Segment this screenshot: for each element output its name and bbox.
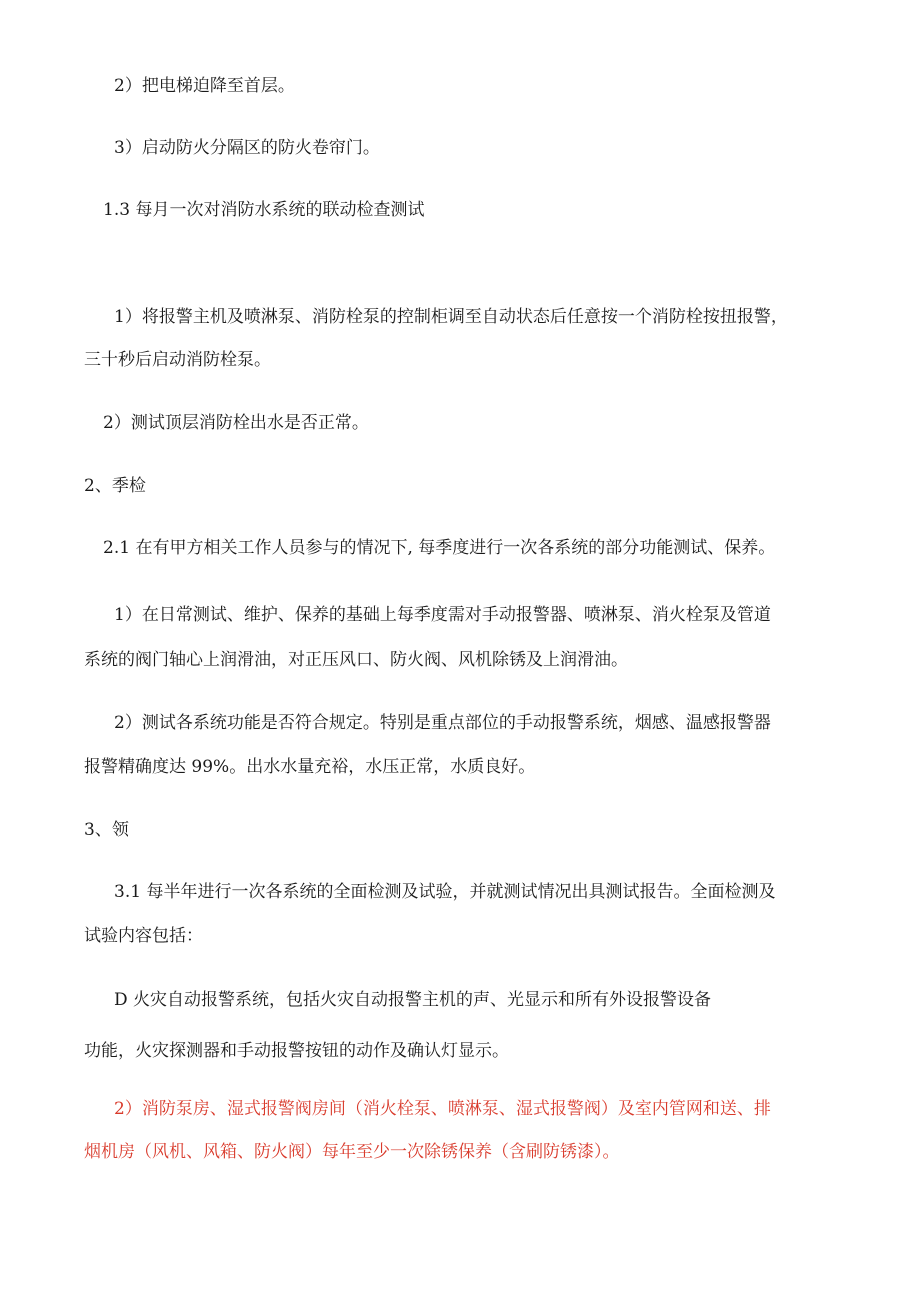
text-line-5: 三十秒后启动消防栓泵。 — [84, 350, 271, 370]
section-heading-1-3: 1.3 每月一次对消防水系统的联动检查测试 — [103, 200, 425, 220]
highlighted-line-2: 烟机房（风机、风箱、防火阀）每年至少一次除锈保养（含刷防锈漆）。 — [84, 1142, 620, 1162]
text-line-6: 2）测试顶层消防栓出水是否正常。 — [103, 413, 369, 433]
text-line-9: 1）在日常测试、维护、保养的基础上每季度需对手动报警器、喷淋泵、消火栓泵及管道 — [114, 605, 771, 625]
text-line-16: D 火灾自动报警系统，包括火灾自动报警主机的声、光显示和所有外设报警设备 — [114, 990, 712, 1010]
text-line-10: 系统的阀门轴心上润滑油，对正压风口、防火阀、风机除锈及上润滑油。 — [84, 650, 628, 670]
text-line-4: 1）将报警主机及喷淋泵、消防栓泵的控制柜调至自动状态后任意按一个消防栓按扭报警， — [114, 307, 788, 327]
text-line-11: 2）测试各系统功能是否符合规定。特别是重点部位的手动报警系统，烟感、温感报警器 — [114, 713, 771, 733]
section-heading-2: 2、季检 — [84, 476, 146, 496]
highlighted-line-1: 2）消防泵房、湿式报警阀房间（消火栓泵、喷淋泵、湿式报警阀）及室内管网和送、排 — [114, 1099, 771, 1119]
text-line-17: 功能，火灾探测器和手动报警按钮的动作及确认灯显示。 — [84, 1041, 509, 1061]
text-line-1: 2）把电梯迫降至首层。 — [114, 76, 295, 96]
section-heading-3-1: 3.1 每半年进行一次各系统的全面检测及试验，并就测试情况出具测试报告。全面检测及 — [114, 882, 776, 902]
text-line-2: 3）启动防火分隔区的防火卷帘门。 — [114, 138, 380, 158]
section-heading-3: 3、领 — [84, 820, 129, 840]
text-line-15: 试验内容包括： — [84, 926, 203, 946]
text-line-12: 报警精确度达 99%。出水水量充裕，水压正常，水质良好。 — [84, 757, 536, 777]
section-heading-2-1: 2.1 在有甲方相关工作人员参与的情况下, 每季度进行一次各系统的部分功能测试、保养。 — [103, 538, 776, 558]
